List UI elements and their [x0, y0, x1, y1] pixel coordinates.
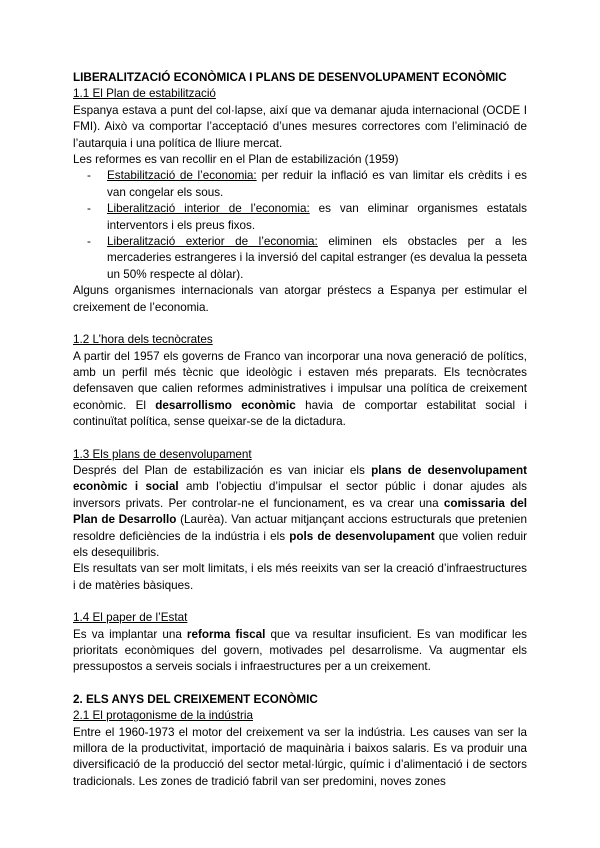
- text-run: amb l’objectiu d’impulsar el sector públic i donar ajudes als inversors privats. Per controlar-ne el funcionament, es va crear una: [73, 480, 528, 510]
- section-heading-1-4: 1.4 El paper de l’Estat: [73, 611, 188, 625]
- spacer: [73, 431, 527, 447]
- paragraph: Les reformes es van recollir en el Plan de estabilización (1959): [73, 153, 399, 167]
- paragraph: [73, 627, 527, 676]
- list-item-term: Liberalització exterior de l’economia:: [107, 235, 318, 249]
- document-page: [73, 70, 527, 790]
- list-item-text: eliminen els obstacles per a les mercaderies estrangeres i la inversió del capital estranger (es devalua la pesseta un 50% respecte al dòlar).: [107, 235, 527, 281]
- reform-list: [73, 168, 527, 283]
- section-heading-1-3: 1.3 Els plans de desenvolupament: [73, 447, 252, 461]
- text-run: que va resultar insuficient. Es van modificar les prioritats econòmiques del govern, motivades pel desarrolisme. Va augmentar els pressupostos a serveis socials i infraestructures per a un creixement.: [73, 627, 527, 674]
- list-item: [107, 234, 527, 283]
- spacer: [73, 594, 527, 610]
- text-run: (Laurèa). Van actuar mitjançant accions estructurals que pretenien resoldre deficiències de la indústria i els: [73, 513, 527, 543]
- spacer: [73, 316, 527, 332]
- spacer: [73, 676, 527, 692]
- text-run: que volien reduir els desequilibris.: [73, 529, 527, 559]
- text-run: Després del Plan de estabilización es van iniciar els: [73, 463, 372, 477]
- text-run: havia de comportar estabilitat social i continuïtat política, sense queixar-se de la dictadura.: [73, 398, 528, 429]
- list-item-term: Liberalització interior de l’economia:: [107, 202, 310, 216]
- paragraph: [73, 349, 527, 431]
- paragraph: Els resultats van ser molt limitats, i els més reeixits van ser la creació d’infraestructures i de matèries bàsiques.: [73, 562, 527, 592]
- list-item-text: es van eliminar organismes estatals interventors i els preus fixos.: [107, 202, 527, 232]
- bold-term: comissaria del Plan de Desarrollo: [73, 496, 527, 527]
- list-item-text: per reduir la inflació es van limitar els crèdits i es van congelar els sous.: [107, 169, 527, 199]
- list-item: [107, 168, 527, 201]
- bold-term: plans de desenvolupament econòmic i social: [73, 463, 527, 494]
- text-run: Es va implantar una: [73, 627, 187, 641]
- paragraph: Entre el 1960-1973 el motor del creixement va ser la indústria. Les causes van ser la millora de la productivitat, importació de maquinària i baixos salaris. Es va produir una diversificació de la producció del sector metal·lúrgic, químic i d’alimentació i de sectors tradicionals. Les zones de tradició fabril van ser predomini, noves zones: [73, 725, 527, 788]
- list-item: [107, 201, 527, 234]
- paragraph: [73, 463, 527, 561]
- bold-term: pols de desenvolupament: [289, 529, 435, 543]
- bold-term: desarrollismo econòmic: [155, 398, 296, 412]
- paragraph: Alguns organismes internacionals van atorgar préstecs a Espanya per estimular el creixement de l’economia.: [73, 284, 527, 314]
- section-heading-2-1: 2.1 El protagonisme de la indústria: [73, 709, 253, 723]
- document-title: LIBERALITZACIÓ ECONÒMICA I PLANS DE DESENVOLUPAMENT ECONÒMIC: [73, 71, 507, 84]
- section-title-2: 2. ELS ANYS DEL CREIXEMENT ECONÒMIC: [73, 692, 318, 706]
- paragraph: Espanya estava a punt del col·lapse, així que va demanar ajuda internacional (OCDE I FMI). Això va comportar l’acceptació d’unes mesures correctores com l’eliminació de l’autarquia i una política de lliure mercat.: [73, 103, 527, 150]
- list-item-term: Estabilització de l’economia:: [107, 169, 257, 183]
- text-run: A partir del 1957 els governs de Franco van incorporar una nova generació de polítics, amb un perfil més tècnic que ideològic i estaven més preparats. Els tecnòcrates defensaven que calien reformes administratives i impulsar una política de creixement econòmic. El: [73, 349, 527, 412]
- section-heading-1-1: 1.1 El Plan de estabilització: [73, 87, 216, 101]
- bold-term: reforma fiscal: [186, 627, 266, 641]
- section-heading-1-2: 1.2 L’hora dels tecnòcrates: [73, 333, 213, 347]
